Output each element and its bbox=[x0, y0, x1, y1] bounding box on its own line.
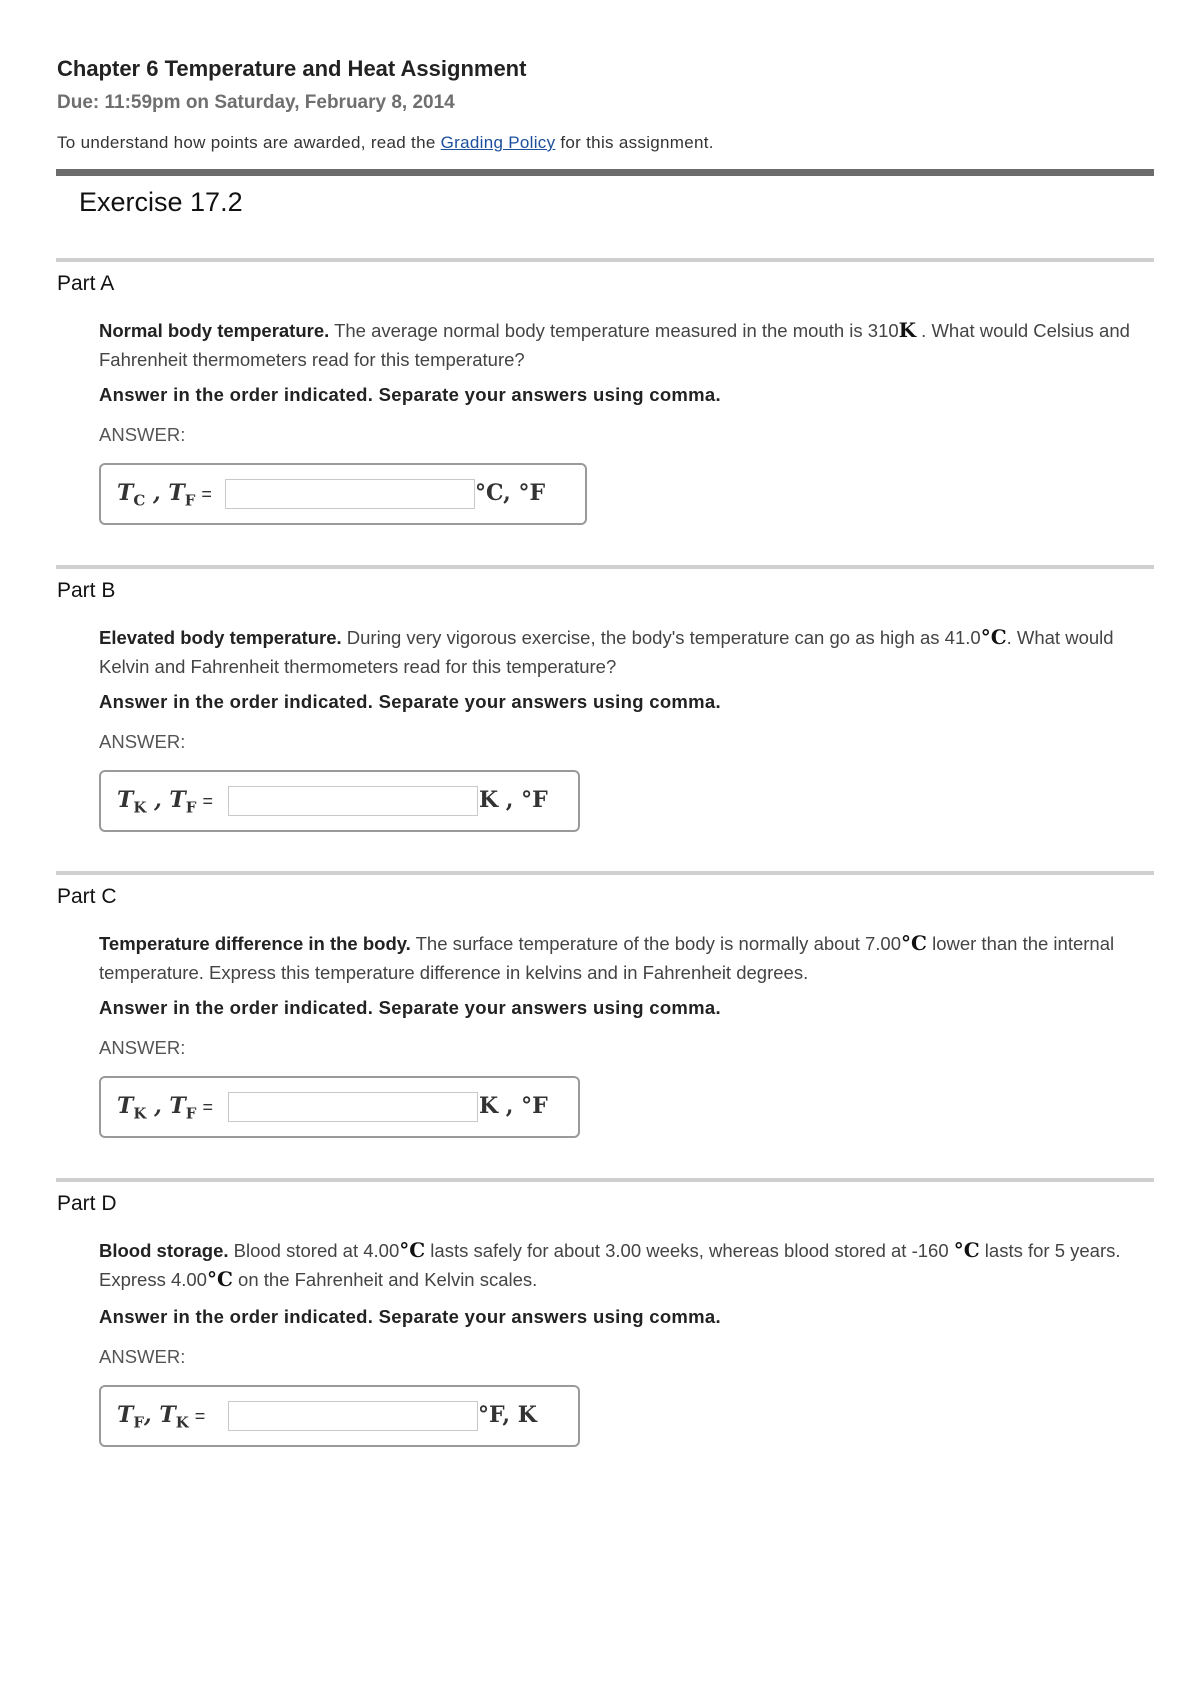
unit-symbol: K bbox=[898, 318, 917, 342]
part-divider bbox=[56, 565, 1154, 569]
part-question bbox=[99, 1236, 1159, 1294]
policy-text-before: To understand how points are awarded, read the bbox=[57, 133, 441, 152]
equals-sign: = bbox=[202, 1097, 213, 1117]
answer-units: °C, °F bbox=[475, 480, 546, 506]
variable-subscript: K bbox=[133, 798, 147, 817]
answer-units: K , °F bbox=[479, 787, 548, 813]
part-title: Part D bbox=[57, 1192, 117, 1215]
answer-label: ANSWER: bbox=[99, 1037, 186, 1058]
question-text: During very vigorous exercise, the body's temperature can go as high as 41.0 bbox=[341, 627, 981, 648]
part-divider bbox=[56, 258, 1154, 262]
unit-symbol: °C bbox=[953, 1238, 980, 1262]
equals-sign: = bbox=[194, 1406, 206, 1426]
answer-instruction: Answer in the order indicated. Separate your answers using comma. bbox=[99, 997, 721, 1018]
question-lead: Elevated body temperature. bbox=[99, 627, 342, 648]
answer-input[interactable] bbox=[228, 1401, 478, 1431]
answer-box bbox=[99, 1076, 580, 1138]
question-text: The surface temperature of the body is normally about 7.00 bbox=[410, 933, 902, 954]
variable-subscript: F bbox=[185, 1104, 197, 1123]
grading-policy-note bbox=[57, 133, 714, 153]
question-text: on the Fahrenheit and Kelvin scales. bbox=[232, 1269, 538, 1290]
equals-sign: = bbox=[201, 484, 212, 504]
variable-symbol: T bbox=[169, 787, 186, 813]
due-date: Due: 11:59pm on Saturday, February 8, 2014 bbox=[57, 92, 455, 113]
variable-symbol: T bbox=[117, 480, 134, 506]
question-text: Blood stored at 4.00 bbox=[228, 1240, 400, 1261]
policy-text-after: for this assignment. bbox=[555, 133, 714, 152]
answer-input[interactable] bbox=[228, 786, 478, 816]
answer-label: ANSWER: bbox=[99, 1346, 186, 1367]
exercise-title: Exercise 17.2 bbox=[79, 187, 243, 217]
variable-symbol: T bbox=[117, 1093, 134, 1119]
question-text: The average normal body temperature measured in the mouth is 310 bbox=[329, 320, 899, 341]
part-question bbox=[99, 929, 1159, 987]
equals-sign: = bbox=[202, 791, 213, 811]
question-text: . What would Celsius and Fahrenheit thermometers read for this temperature? bbox=[99, 320, 1130, 370]
answer-label: ANSWER: bbox=[99, 731, 186, 752]
answer-units: °F, K bbox=[478, 1402, 537, 1428]
question-text: lower than the internal temperature. Express this temperature difference in kelvins and in Fahrenheit degrees. bbox=[99, 933, 1115, 983]
answer-box bbox=[99, 463, 587, 525]
unit-symbol: °C bbox=[980, 625, 1007, 649]
answer-input[interactable] bbox=[225, 479, 475, 509]
variable-subscript: K bbox=[175, 1413, 189, 1432]
answer-instruction: Answer in the order indicated. Separate your answers using comma. bbox=[99, 384, 721, 405]
answer-instruction: Answer in the order indicated. Separate your answers using comma. bbox=[99, 1306, 721, 1327]
question-text: . What would Kelvin and Fahrenheit thermometers read for this temperature? bbox=[99, 627, 1114, 677]
answer-units: K , °F bbox=[479, 1093, 548, 1119]
question-lead: Blood storage. bbox=[99, 1240, 229, 1261]
part-question bbox=[99, 316, 1159, 374]
variable-subscript: F bbox=[133, 1413, 145, 1432]
answer-variables: $T_K$ , $T_F$ = bbox=[117, 1093, 213, 1123]
question-text: lasts for 5 years. Express 4.00 bbox=[99, 1240, 1121, 1290]
unit-symbol: °C bbox=[399, 1238, 426, 1262]
part-divider bbox=[56, 1178, 1154, 1182]
answer-instruction: Answer in the order indicated. Separate your answers using comma. bbox=[99, 691, 721, 712]
answer-variables: $T_K$ , $T_F$ = bbox=[117, 787, 213, 817]
header-divider bbox=[56, 169, 1154, 176]
answer-box bbox=[99, 1385, 580, 1447]
answer-input[interactable] bbox=[228, 1092, 478, 1122]
part-title: Part B bbox=[57, 579, 116, 602]
part-title: Part C bbox=[57, 885, 117, 908]
variable-symbol: T bbox=[169, 1093, 186, 1119]
question-text: lasts safely for about 3.00 weeks, whereas blood stored at -160 bbox=[425, 1240, 954, 1261]
variable-symbol: T bbox=[117, 787, 134, 813]
answer-label: ANSWER: bbox=[99, 424, 186, 445]
question-lead: Temperature difference in the body. bbox=[99, 933, 411, 954]
variable-subscript: K bbox=[133, 1104, 147, 1123]
answer-variables: $T_F$, $T_K$ = bbox=[117, 1402, 206, 1432]
part-question bbox=[99, 623, 1159, 681]
variable-symbol: T bbox=[117, 1402, 134, 1428]
unit-symbol: °C bbox=[901, 931, 927, 955]
answer-variables: $T_C$ , $T_F$ = bbox=[117, 480, 212, 510]
variable-subscript: F bbox=[184, 491, 196, 510]
grading-policy-link[interactable]: Grading Policy bbox=[440, 133, 556, 152]
part-divider bbox=[56, 871, 1154, 875]
part-title: Part A bbox=[57, 272, 115, 295]
variable-symbol: T bbox=[168, 480, 185, 506]
question-lead: Normal body temperature. bbox=[99, 320, 330, 341]
answer-box bbox=[99, 770, 580, 832]
variable-subscript: F bbox=[185, 798, 197, 817]
variable-symbol: T bbox=[159, 1402, 176, 1428]
assignment-title: Chapter 6 Temperature and Heat Assignment bbox=[57, 56, 527, 81]
unit-symbol: °C bbox=[206, 1267, 233, 1291]
variable-subscript: C bbox=[133, 491, 146, 510]
